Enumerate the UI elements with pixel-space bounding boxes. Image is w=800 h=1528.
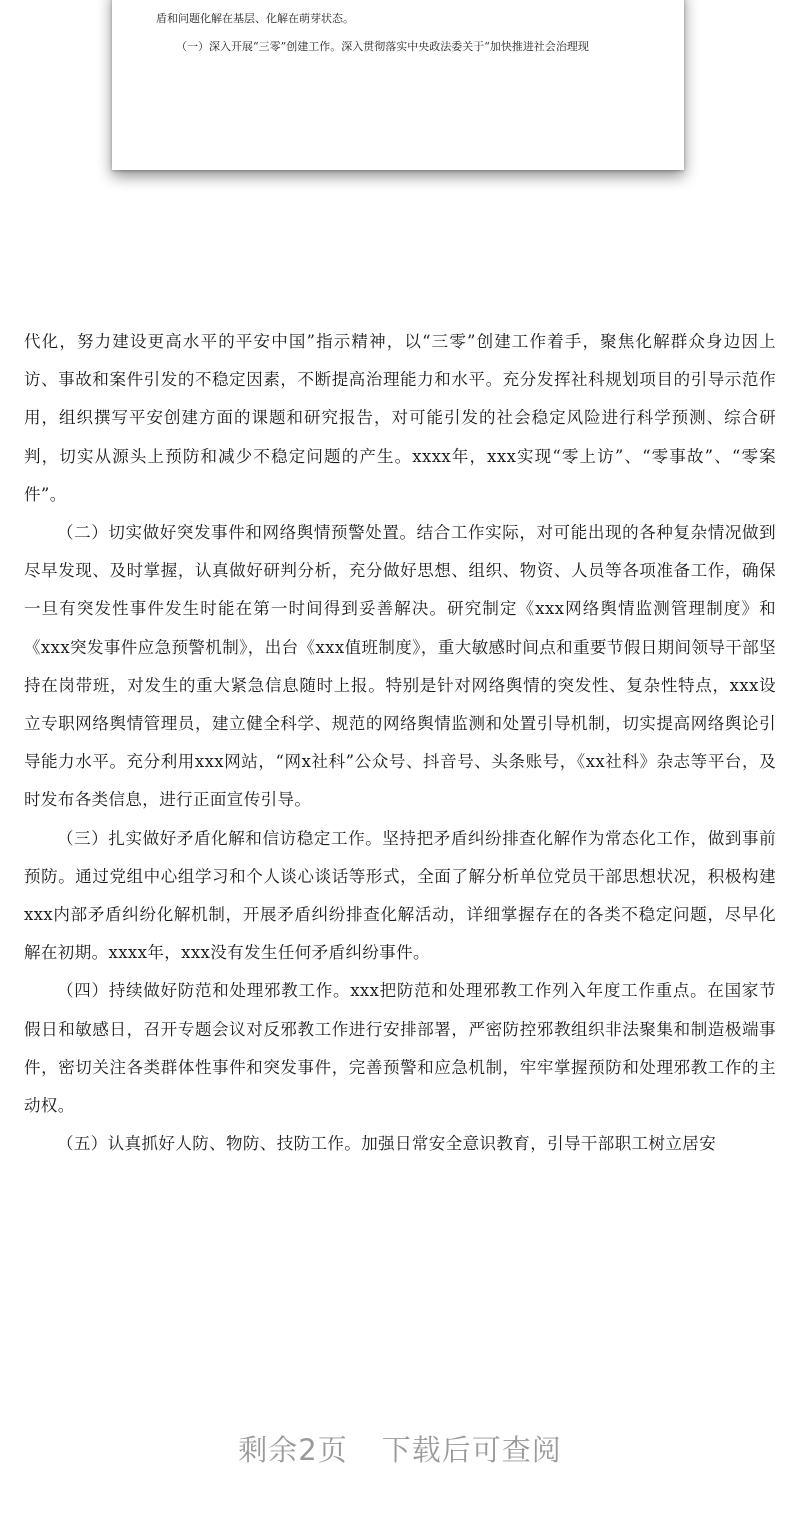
paragraph-section-5: （五）认真抓好人防、物防、技防工作。加强日常安全意识教育，引导干部职工树立居安 (57, 1134, 717, 1154)
document-body (24, 323, 776, 1163)
paragraph-continuation: 代化，努力建设更高水平的平安中国”指示精神，以“三零”创建工作着手，聚焦化解群众身边因上访、事故和案件引发的不稳定因素，不断提高治理能力和水平。充分发挥社科规划项目的引导示范作用，组织撰写平安创建方面的课题和研究报告，对可能引发的社会稳定风险进行科学预测、综合研判，切实从源头上预防和减少不稳定问题的产生。xxxx年，xxx实现“零上访”、“零事故”、“零案件”。 (24, 332, 776, 504)
document-page-preview (112, 0, 684, 170)
download-prompt[interactable] (0, 1428, 800, 1469)
paragraph-section-4: （四）持续做好防范和处理邪教工作。xxx把防范和处理邪教工作列入年度工作重点。在国家节假日和敏感日，召开专题会议对反邪教工作进行安排部署，严密防控邪教组织非法聚集和制造极端事件，密切关注各类群体性事件和突发事件，完善预警和应急机制，牢牢掌握预防和处理邪教工作的主动权。 (24, 981, 776, 1116)
paragraph-section-3: （三）扎实做好矛盾化解和信访稳定工作。坚持把矛盾纠纷排查化解作为常态化工作，做到事前预防。通过党组中心组学习和个人谈心谈话等形式，全面了解分析单位党员干部思想状况，积极构建xxx内部矛盾纠纷化解机制，开展矛盾纠纷排查化解活动，详细掌握存在的各类不稳定问题，尽早化解在初期。xxxx年，xxx没有发生任何矛盾纠纷事件。 (24, 828, 776, 963)
download-to-view-text[interactable]: 下载后可查阅 (381, 1433, 562, 1467)
preview-line: （一）深入开展“三零”创建工作。深入贯彻落实中央政法委关于“加快推进社会治理现 (176, 40, 589, 53)
paragraph-section-2: （二）切实做好突发事件和网络舆情预警处置。结合工作实际，对可能出现的各种复杂情况做到尽早发现、及时掌握，认真做好研判分析，充分做好思想、组织、物资、人员等各项准备工作，确保一旦有突发性事件发生时能在第一时间得到妥善解决。研究制定《xxx网络舆情监测管理制度》和《xxx突发事件应急预警机制》，出台《xxx值班制度》，重大敏感时间点和重要节假日期间领导干部坚持在岗带班，对发生的重大紧急信息随时上报。特别是针对网络舆情的突发性、复杂性特点，xxx设立专职网络舆情管理员，建立健全科学、规范的网络舆情监测和处置引导机制，切实提高网络舆论引导能力水平。充分利用xxx网站，“网x社科”公众号、抖音号、头条账号，《xx社科》杂志等平台，及时发布各类信息，进行正面宣传引导。 (24, 523, 776, 810)
preview-line: 盾和问题化解在基层、化解在萌芽状态。 (156, 12, 354, 25)
remaining-pages-text: 剩余2页 (238, 1433, 348, 1467)
